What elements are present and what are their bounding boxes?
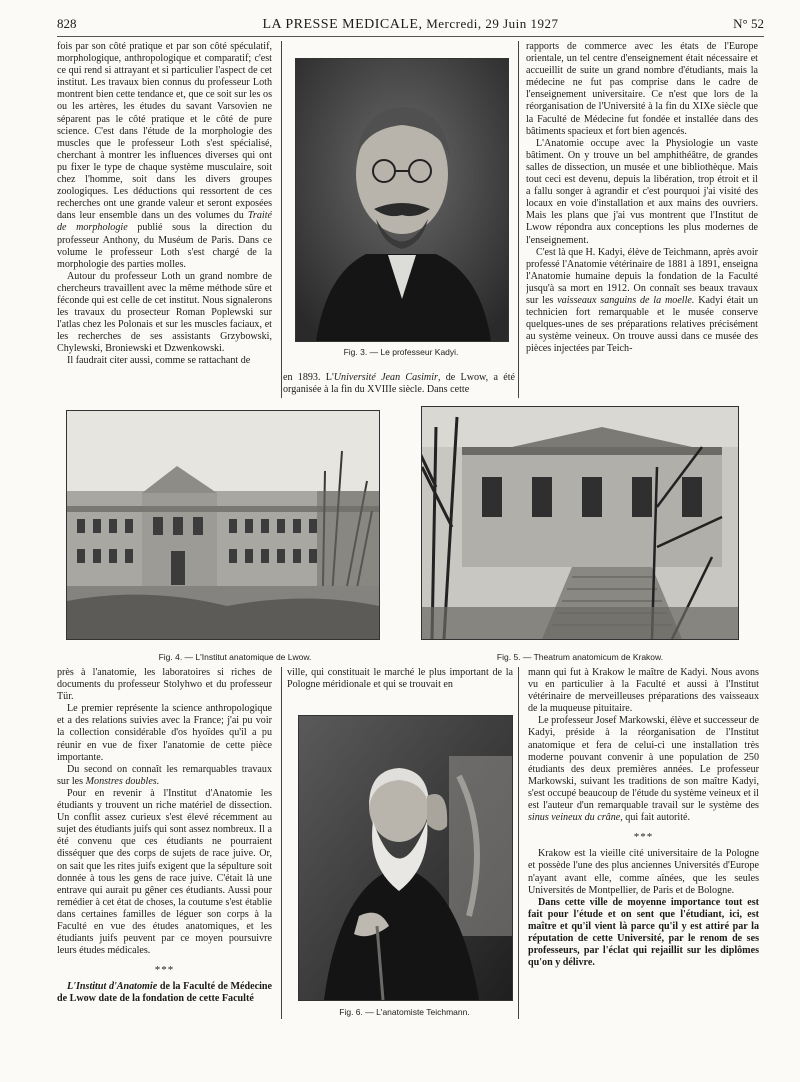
building-image: [67, 411, 379, 639]
figure-6-teichmann-portrait: [298, 715, 513, 1001]
column-2-text: [283, 372, 515, 398]
paragraph: fois par son côté pratique et par son côté spéculatif, morphologique, anthropologique et comparatif; c'est ce qui rend si attrayant et si particulier l'aspect de cet institut. Les travaux bien connus du professeur Loth montrent bien cette tendance et, que ce soit sur les os ou les artères, les études du savant Varsovien ne séparent pas le côté pratique et le côté de pure science. C'est dans l'étude de la morphologie des muscles que le professeur Loth s'est spécialisé, cherchant à montrer les influences diverses qui ont pu fixer le type de chaque système musculaire, soit chez l'homme, soit dans les divers groupes zoologiques. Les déductions qui ressortent de ces recherches ont une grande valeur et seront exposées dans leur ensemble dans un des volumes du Traité de morphologie publié sous la direction du professeur Anthony, du Muséum de Paris. Dans ce volume le professeur Loth s'est chargé de la morphologie des parties molles.: [57, 41, 272, 270]
paragraph: près à l'anatomie, les laboratoires si riches de documents du professeur Stolyhwo et du professeur Tür.: [57, 667, 272, 703]
paragraph: Le premier représente la science anthropologique et a des relations suivies avec la France; j'ai pu voir la collection considérable d'os hyoïdes qu'il a pu réunir en vue de fixer l'anatomie de cette pièce importante.: [57, 703, 272, 763]
figure-4-caption: Fig. 4. — L'Institut anatomique de Lwow.: [158, 652, 312, 662]
paragraph: Autour du professeur Loth un grand nombre de chercheurs travaillent avec la même méthode sûre et féconde qui est celle de cet institut. Nous signalerons les travaux du prosecteur Roman Poplewski sur l'atlas chez les Polonais et sur les muscles faciaux, et les recherches de ses assistants Grzybowski, Chylewski, Broniewski et Dzwenkowski.: [57, 270, 272, 355]
paragraph: Il faudrait citer aussi, comme se rattachant de: [67, 355, 251, 367]
running-header: [57, 14, 764, 37]
paragraph: Du second on connaît les remarquables travaux sur les Monstres doubles.: [57, 763, 272, 787]
column-3-bottom: [528, 667, 759, 1022]
journal-title: [57, 16, 764, 33]
column-1-top: [57, 41, 272, 396]
column-1-bottom: [57, 667, 272, 1019]
paragraph: Krakow est la vieille cité universitaire de la Pologne et possède l'une des plus anciennes Universités d'Europe n'ayant avant elle, comme aînées, que les seules Universités de Montpellier, de Paris et de Bologne.: [528, 848, 759, 896]
paragraph: L'Anatomie occupe avec la Physiologie un vaste bâtiment. On y trouve un bel amphithéâtre, de grandes salles de dissection, un musée et une bibliothèque. Mais tout ceci est devenu, depuis la libération, trop étroit et il a fallu songer à agrandir et c'est pourquoi j'ai visité des locaux en voie d'installation et aux mains des ouvriers. Mais les plans que j'ai vus montrent que l'Institut de Lwow répondra aux conceptions les plus modernes de l'enseignement.: [526, 137, 758, 246]
figure-3-kadyi-portrait: [295, 58, 509, 342]
column-rule: [518, 667, 519, 1019]
paragraph: en 1893. L'Université Jean Casimir, de Lwow, a été organisée à la fin du XVIIIe siècle. Dans cette: [283, 372, 515, 396]
column-2-bottom-text: [287, 667, 513, 693]
column-3-top: [526, 41, 758, 398]
figure-4-lwow-institute-photo: [66, 410, 380, 640]
figure-5-caption: Fig. 5. — Theatrum anatomicum de Krakow.: [496, 652, 664, 662]
figure-5-theatrum-anatomicum-photo: [421, 406, 739, 640]
column-rule: [518, 41, 519, 398]
paragraph: Dans cette ville de moyenne importance tout est fait pour l'étude et on sent que l'étudiant, ici, est maître et qu'il vient là parce qu'il y est attiré par la réputation de cette Université, par le renom de ses professeurs, par l'éclat qui rejaillit sur les diplômes qu'on y délivre.: [528, 896, 759, 969]
section-separator: ***: [154, 964, 175, 977]
issue-date: Mercredi, 29 Juin 1927: [426, 16, 559, 31]
building-image: [422, 407, 738, 639]
column-rule: [281, 41, 282, 398]
page-number: 828: [57, 16, 77, 31]
section-separator: ***: [633, 831, 654, 844]
paragraph: rapports de commerce avec les états de l'Europe orientale, un tel centre d'enseignement était nécessaire et accueillit de suite un grand nombre d'étudiants, mais la médecine ne fut pas comprise dans le cadre de l'enseignement universitaire. Ce n'est que lors de la réorganisation de l'Université à la fin du XIXe siècle que la Faculté de Médecine fut fondée et installée dans des bâtiments spacieux et fort bien agencés.: [526, 41, 758, 137]
paragraph: Le professeur Josef Markowski, élève et successeur de Kadyi, préside à la réorganisation de l'Institut anatomique et fera de celui-ci une installation très moderne pouvant convenir à une population de 250 étudiants des deux premières années. Le professeur Markowski, suivant les traditions de son maître Kadyi, s'est occupé beaucoup de l'étude du système veineux et il est l'auteur d'un remarquable travail sur le système des sinus veineux du crâne, qui fait autorité.: [528, 715, 759, 824]
journal-name: LA PRESSE MEDICALE,: [262, 17, 423, 32]
figure-6-caption: Fig. 6. — L'anatomiste Teichmann.: [339, 1007, 470, 1017]
portrait-image: [299, 716, 512, 1000]
paragraph: ville, qui constituait le marché le plus important de la Pologne méridionale et qui se trouvait en: [287, 667, 513, 691]
paragraph: L'Institut d'Anatomie de la Faculté de Médecine de Lwow date de la fondation de cette Faculté: [57, 981, 272, 1005]
portrait-image: [296, 59, 508, 341]
paragraph: Pour en revenir à l'Institut d'Anatomie les étudiants y trouvent un riche matériel de dissection. Un conflit assez curieux s'est élevé récemment au sujet des étudiants juifs qui sont assez nombreux. Il a été convenu que ces étudiants ne pourraient disséquer que des corps de sujets de race juive. Or, on sait que les rites juifs exigent que la sépulture soit donnée à tous les gens de race juive. C'était là une entrave qui aurait pu gêner ces étudiants. Aussi pour remédier à cet état de choses, la coutume s'est établie dans certaines familles de léguer son corps à la Faculté en vue des études anatomiques, et les étudiants juifs peuvent par ce moyen poursuivre leurs études médicales.: [57, 787, 272, 957]
paragraph: mann qui fut à Krakow le maître de Kadyi. Nous avons vu en particulier à la Faculté et aussi à l'Institut vétérinaire de merveilleuses préparations des vaisseaux de la muqueuse pituitaire.: [528, 667, 759, 715]
issue-number: N° 52: [733, 16, 764, 31]
paragraph: C'est là que H. Kadyi, élève de Teichmann, après avoir professé l'Anatomie vétérinaire de 1881 à 1891, enseigna l'Anatomie humaine depuis la fondation de la Faculté jusqu'à sa mort en 1912. On connaît ses beaux travaux sur les vaisseaux sanguins de la moelle. Kadyi était un technicien fort remarquable et le musée conserve quelques-unes de ses préparations relatives précisément au système veineux. On trouve aussi dans ce musée des pièces injectées par Teich-: [526, 246, 758, 355]
column-rule: [281, 667, 282, 1019]
figure-3-caption: Fig. 3. — Le professeur Kadyi.: [343, 347, 459, 357]
